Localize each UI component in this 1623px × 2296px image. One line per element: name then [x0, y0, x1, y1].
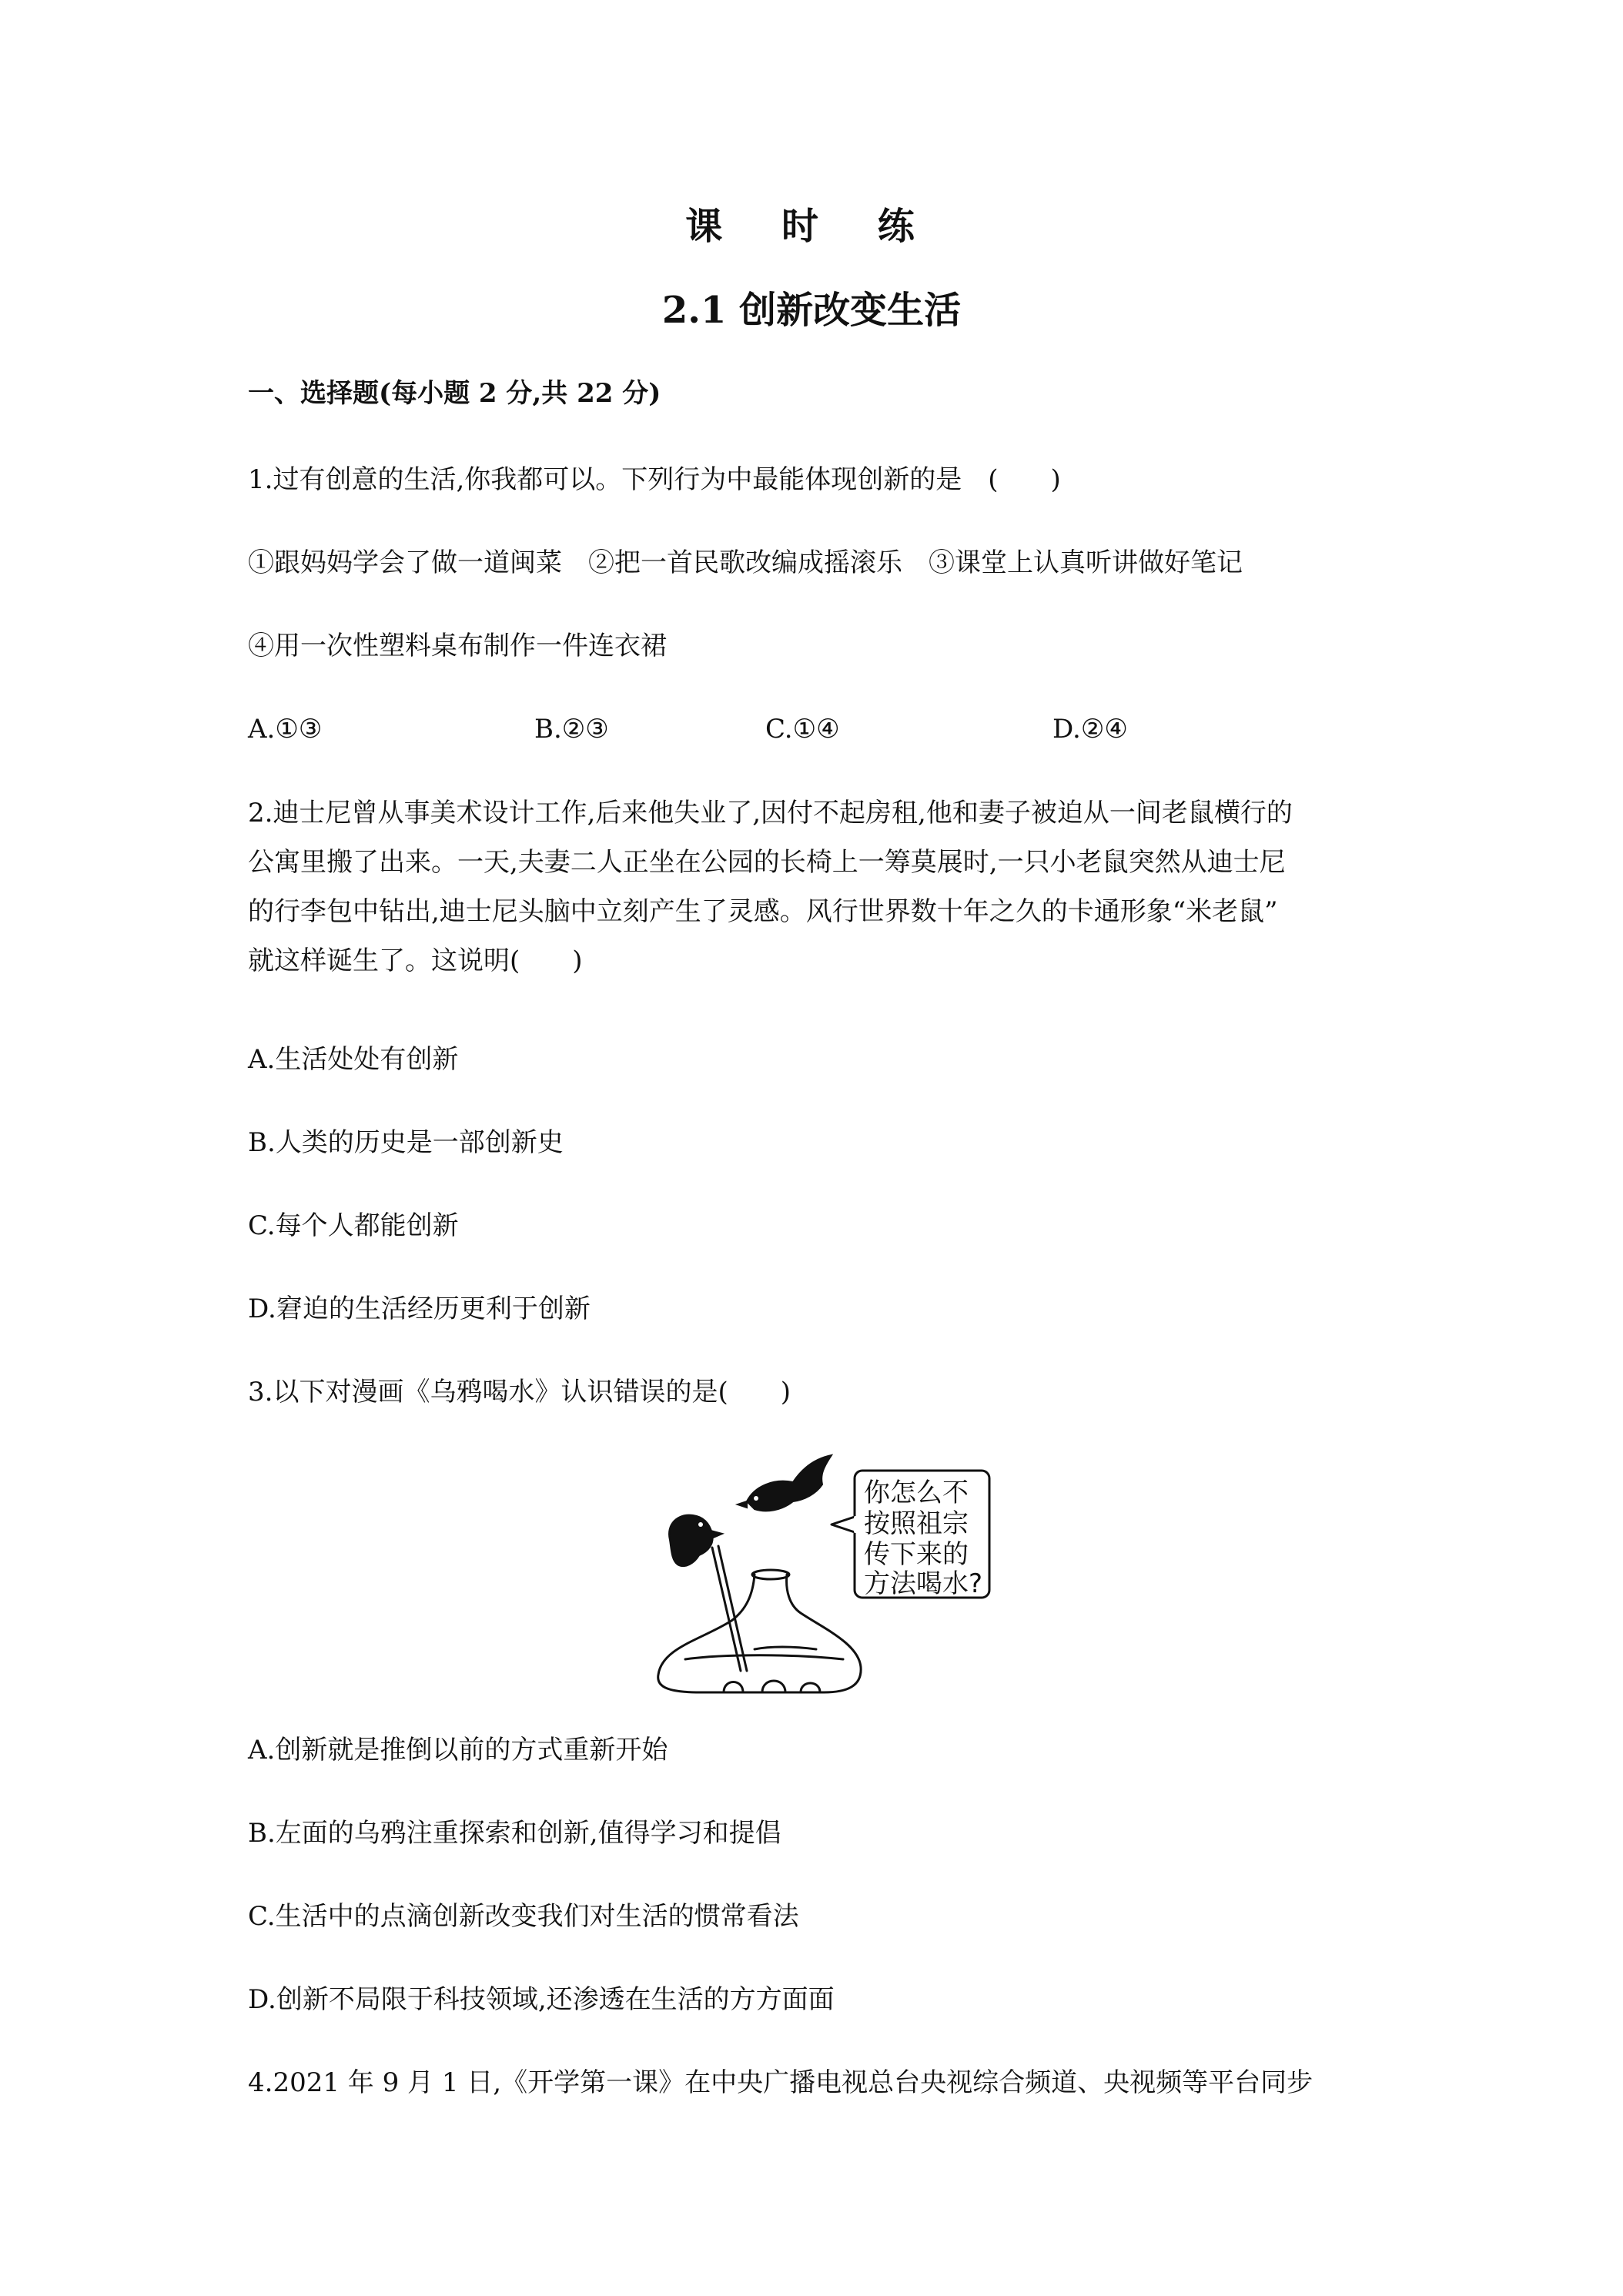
- q3-option-d: D.创新不局限于科技领域,还渗透在生活的方方面面: [248, 1984, 835, 2015]
- bubble-line-3: 传下来的: [864, 1539, 969, 1570]
- q1-option-a: A.①③: [248, 714, 323, 745]
- q1-items-line2: ④用一次性塑料桌布制作一件连衣裙: [248, 631, 667, 661]
- bubble-line-2: 按照祖宗: [864, 1508, 969, 1539]
- crow-drinking-comic: [639, 1448, 993, 1694]
- q2-line1: 2.迪士尼曾从事美术设计工作,后来他失业了,因付不起房租,他和妻子被迫从一间老鼠横行的: [248, 798, 1293, 828]
- q3-option-b: B.左面的乌鸦注重探索和创新,值得学习和提倡: [248, 1818, 781, 1849]
- page-title: 课 时 练: [685, 205, 938, 248]
- bubble-line-4: 方法喝水?: [864, 1568, 983, 1599]
- q3-option-a: A.创新就是推倒以前的方式重新开始: [248, 1735, 668, 1766]
- q3-stem: 3.以下对漫画《乌鸦喝水》认识错误的是( ): [248, 1377, 791, 1407]
- q3-option-c: C.生活中的点滴创新改变我们对生活的惯常看法: [248, 1901, 799, 1932]
- lesson-title: 2.1 创新改变生活: [661, 289, 962, 332]
- q1-items-line1: ①跟妈妈学会了做一道闽菜 ②把一首民歌改编成摇滚乐 ③课堂上认真听讲做好笔记: [248, 547, 1243, 578]
- q1-option-d: D.②④: [1052, 714, 1128, 745]
- q2-option-d: D.窘迫的生活经历更利于创新: [248, 1294, 591, 1324]
- q2-line4: 就这样诞生了。这说明( ): [248, 946, 583, 976]
- q2-line2: 公寓里搬了出来。一天,夫妻二人正坐在公园的长椅上一筹莫展时,一只小老鼠突然从迪士尼: [248, 847, 1286, 878]
- q2-option-a: A.生活处处有创新: [248, 1044, 459, 1075]
- q1-option-b: B.②③: [534, 714, 609, 745]
- q2-option-b: B.人类的历史是一部创新史: [248, 1127, 564, 1158]
- bubble-line-1: 你怎么不: [864, 1478, 969, 1508]
- q2-line3: 的行李包中钻出,迪士尼头脑中立刻产生了灵感。风行世界数十年之久的卡通形象“米老鼠”: [248, 896, 1278, 927]
- q2-option-c: C.每个人都能创新: [248, 1210, 459, 1241]
- section-heading: 一、选择题(每小题 2 分,共 22 分): [248, 378, 661, 409]
- q1-option-c: C.①④: [765, 714, 840, 745]
- q4-line1: 4.2021 年 9 月 1 日,《开学第一课》在中央广播电视总台央视综合频道、央视频等平台同步: [248, 2067, 1313, 2098]
- q1-stem: 1.过有创意的生活,你我都可以。下列行为中最能体现创新的是 ( ): [248, 464, 1061, 495]
